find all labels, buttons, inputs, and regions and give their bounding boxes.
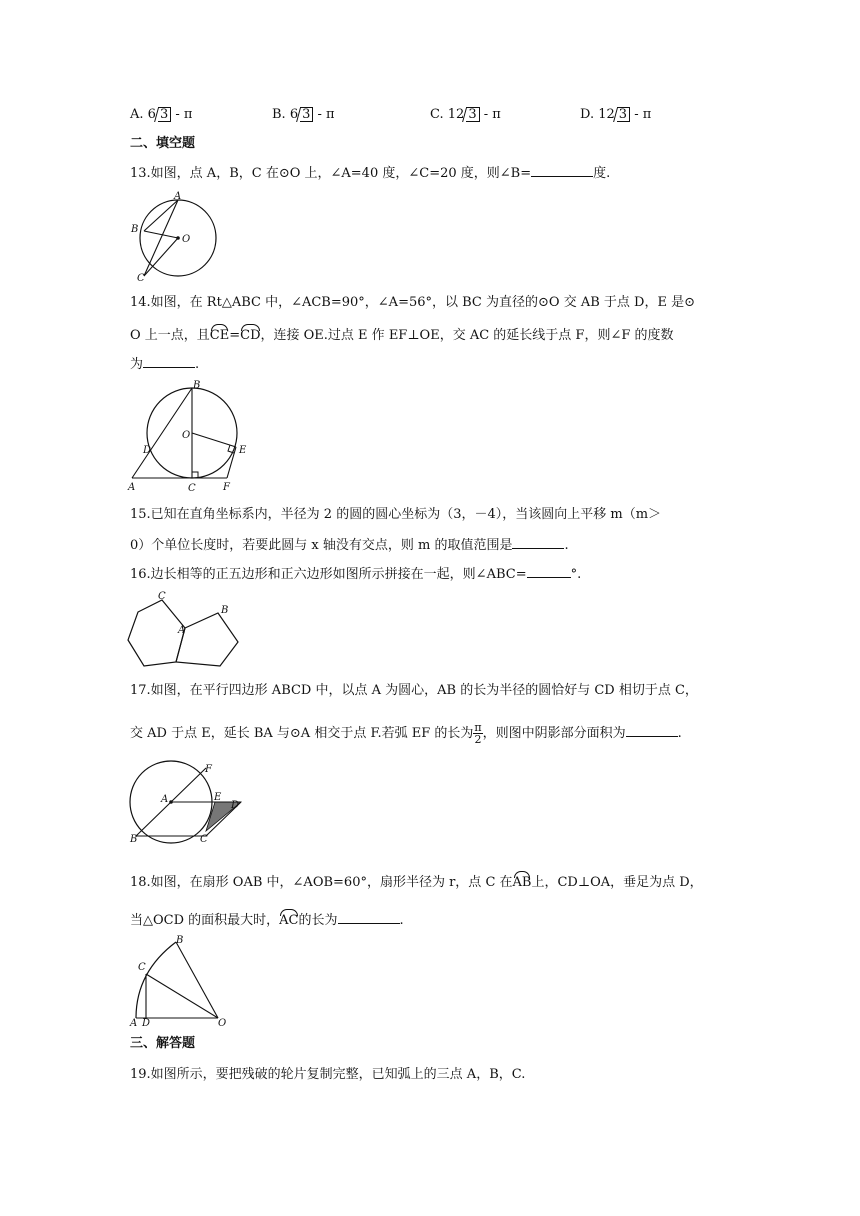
q12-option-a <box>130 106 192 124</box>
question-text: 16.边长相等的正五边形和正六边形如图所示拼接在一起，则∠ABC= <box>130 567 527 582</box>
text-part: . <box>399 913 404 928</box>
question-text: 13.如图，点 A，B，C 在⊙O 上，∠A=40 度，∠C=20 度，则∠B= <box>130 166 532 181</box>
option-label: A. <box>130 107 144 122</box>
question-13 <box>130 164 610 183</box>
answer-blank <box>338 911 400 924</box>
center-point <box>169 800 173 804</box>
option-coef: 6 <box>289 107 299 122</box>
text-part: 0）个单位长度时，若要此圆与 x 轴没有交点，则 m 的取值范围是 <box>130 538 513 553</box>
figure-q16-polygons <box>124 588 248 668</box>
answer-blank <box>512 536 564 549</box>
question-15-line1: 15.已知在直角坐标系内，半径为 2 的圆的圆心坐标为（3，－4），当该圆向上平移 m（m＞ <box>130 507 662 522</box>
right-angle-c <box>192 472 198 478</box>
label-c: C <box>137 273 145 282</box>
label-f: F <box>223 482 230 493</box>
sqrt-radicand: 3 <box>466 107 479 122</box>
question-18-line1 <box>130 871 703 892</box>
label-d: D <box>231 800 240 811</box>
answer-blank <box>527 565 571 578</box>
fraction <box>473 722 482 745</box>
text-part: 18.如图，在扇形 OAB 中，∠AOB=60°，扇形半径为 r，点 C 在 <box>130 875 513 890</box>
question-15-line2 <box>130 536 569 555</box>
figure-q18-sector <box>126 932 234 1028</box>
segment-ac <box>144 200 178 276</box>
label-d: D <box>142 1018 151 1028</box>
option-label: C. <box>430 107 444 122</box>
text-part: 上，CD⊥OA，垂足为点 D， <box>531 875 703 890</box>
fraction-numerator: π <box>474 721 482 734</box>
section-title-fill-in: 二、填空题 <box>130 136 196 151</box>
q12-option-d <box>580 106 651 124</box>
sqrt-radicand: 3 <box>617 107 630 122</box>
option-coef: 12 <box>447 107 465 122</box>
option-coef: 12 <box>598 107 615 122</box>
text-part: ，连接 OE.过点 E 作 EF⊥OE，交 AC 的延长线于点 F，则∠F 的度数 <box>260 328 674 343</box>
label-o: O <box>182 234 191 245</box>
text-part: 的长为 <box>298 913 338 928</box>
answer-blank <box>626 724 678 737</box>
label-o: O <box>182 430 191 441</box>
q12-option-c <box>430 106 501 124</box>
label-c: C <box>200 834 208 844</box>
text-part: 当△OCD 的面积最大时， <box>130 913 280 928</box>
segment-oc <box>146 974 218 1018</box>
question-tail: °. <box>570 567 582 582</box>
text-part: 为 <box>130 357 144 372</box>
option-coef: 6 <box>147 107 156 122</box>
label-b: B <box>131 224 139 235</box>
label-a: A <box>161 794 169 805</box>
label-b: B <box>130 834 138 844</box>
label-e: E <box>214 792 222 803</box>
option-tail: - π <box>175 107 193 122</box>
option-label: D. <box>580 107 595 122</box>
arc-cd: CD <box>240 324 260 345</box>
figure-q13-circle <box>128 190 224 282</box>
label-c: C <box>188 483 196 494</box>
label-c: C <box>138 962 146 973</box>
label-f: F <box>205 764 212 775</box>
text-part: 交 AD 于点 E，延长 BA 与⊙A 相交于点 F.若弧 EF 的长为 <box>130 726 474 741</box>
label-d: D <box>143 445 152 456</box>
segment-ob <box>176 942 218 1018</box>
segment-oe <box>192 433 236 447</box>
question-14-line2 <box>130 324 674 345</box>
arc-ab: AB <box>513 871 532 892</box>
text-part: O 上一点，且 <box>130 328 210 343</box>
figure-q14 <box>125 378 255 496</box>
option-tail: - π <box>634 107 652 122</box>
question-17-line1: 17.如图，在平行四边形 ABCD 中，以点 A 为圆心，AB 的长为半径的圆恰好与 CD 相切于点 C， <box>130 683 698 698</box>
option-tail: - π <box>483 107 501 122</box>
label-c: C <box>158 591 166 602</box>
pentagon <box>176 613 238 666</box>
segment-oc <box>144 238 178 276</box>
q12-option-b <box>272 106 335 124</box>
text-part: . <box>564 538 569 553</box>
label-a: A <box>178 625 186 636</box>
label-e: E <box>239 445 247 456</box>
fraction-denominator: 2 <box>474 733 482 746</box>
label-a: A <box>174 191 182 202</box>
question-17-line2 <box>130 722 682 745</box>
answer-blank <box>531 164 593 177</box>
section-title-answers: 三、解答题 <box>130 1036 196 1051</box>
answer-blank <box>143 355 195 368</box>
label-a: A <box>130 1018 138 1028</box>
text-part: . <box>195 357 200 372</box>
label-b: B <box>176 935 184 946</box>
text-part: ，则图中阴影部分面积为 <box>482 726 626 741</box>
center-point <box>176 236 180 240</box>
question-14-line1: 14.如图，在 Rt△ABC 中，∠ACB=90°，∠A=56°，以 BC 为直径的⊙O 交 AB 于点 D，E 是⊙ <box>130 295 695 310</box>
text-part: = <box>229 328 241 343</box>
label-b: B <box>221 605 229 616</box>
arc-ce: CE <box>210 324 229 345</box>
question-19: 19.如图所示，要把残破的轮片复制完整，已知弧上的三点 A，B，C. <box>130 1067 526 1082</box>
label-a: A <box>128 482 136 493</box>
question-tail: 度. <box>593 166 611 181</box>
sqrt-radicand: 3 <box>300 107 313 122</box>
label-b: B <box>193 380 201 391</box>
text-part: . <box>677 726 682 741</box>
option-tail: - π <box>317 107 335 122</box>
question-14-line3 <box>130 355 199 374</box>
hexagon <box>128 600 185 666</box>
option-label: B. <box>272 107 286 122</box>
question-16 <box>130 565 581 584</box>
figure-q17 <box>126 758 250 844</box>
question-18-line2 <box>130 909 404 930</box>
sqrt-radicand: 3 <box>158 107 171 122</box>
arc-ac: AC <box>279 909 298 930</box>
label-o: O <box>218 1018 227 1028</box>
